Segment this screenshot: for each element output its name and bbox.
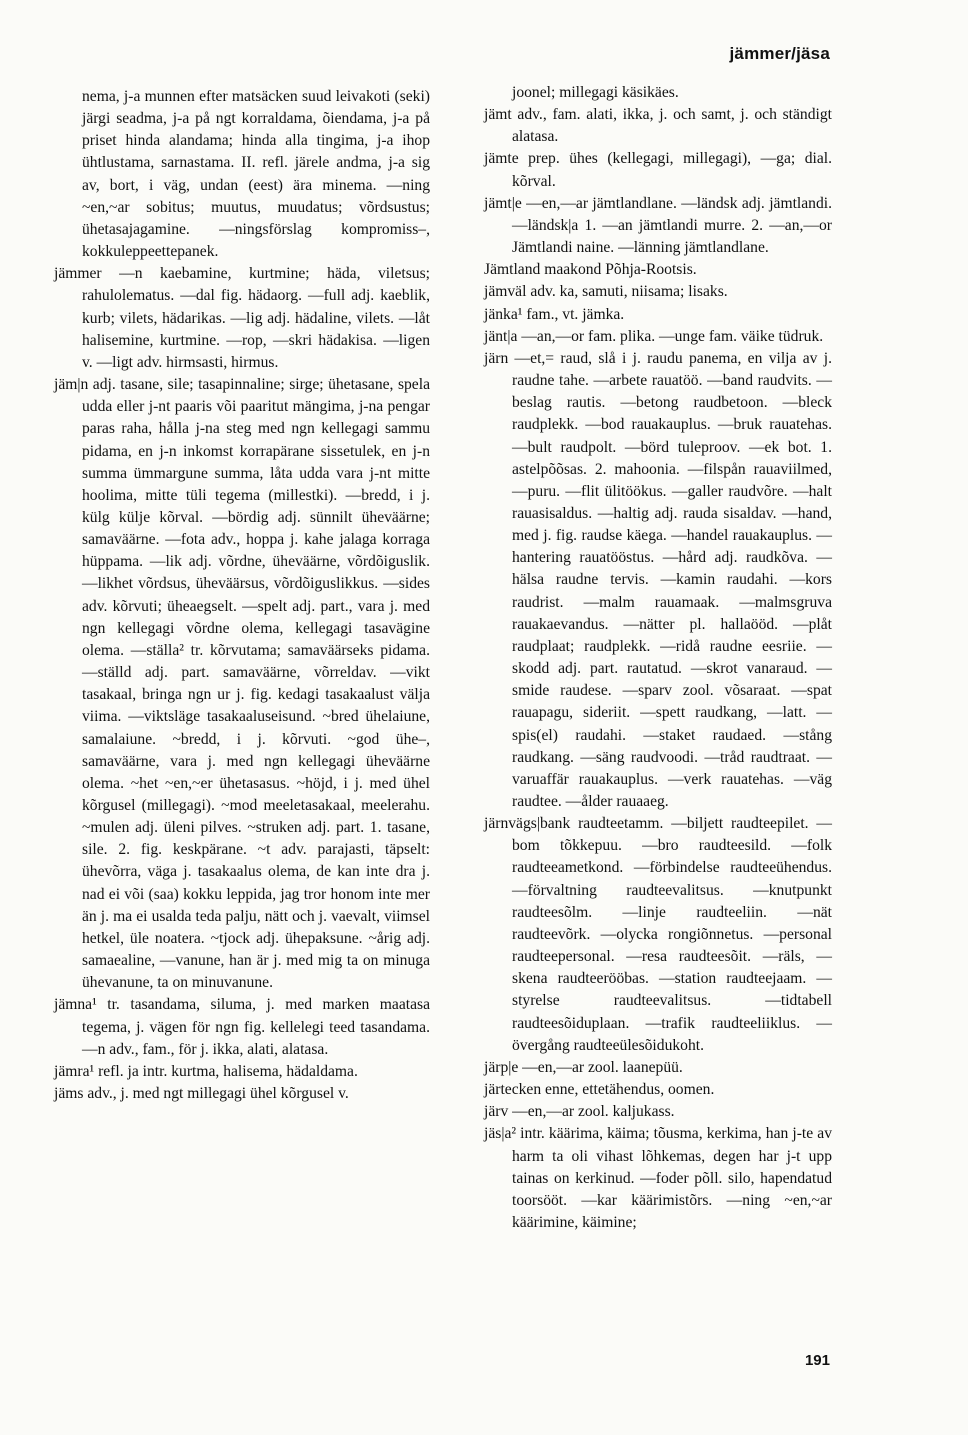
dictionary-entry: jänka¹ fam., vt. jämka.: [484, 305, 625, 323]
dictionary-entry: jämna¹ tr. tasandama, siluma, j. med marken maatasa tegema, j. vägen för ngn fig. kellelegi teed tasandama. —n adv., fam., för j. ikka, alati, alatasa.: [54, 996, 430, 1058]
running-header: jämmer/jäsa: [729, 44, 830, 63]
dictionary-entry: jämmer —n kaebamine, kurtmine; häda, viletsus; rahulolematus. —dal fig. hädaorg. —full adj. kaeblik, kurb; vilets, hädarikas. —lig adj. hädaline, vilets. —låt halisemine, kurtmine. —rop, —skri hädakisa. —ligen v. —ligt adv. hirmsasti, hirmus.: [54, 265, 430, 371]
dictionary-entry: joonel; millegagi käsikäes.: [512, 84, 679, 101]
dictionary-entry: nema, j-a munnen efter matsäcken suud leivakoti (seki) järgi seadma, j-a på ngt korraldama, õiendama, j-a på priset hinda alandama; hinda alla tingima, j-a ihop ühtlustama, sarnastama. II. refl. järele andma, j-a sig av, bort, i väg, undan (eest) ära minema. —ning ~en,~ar sobitus; muutus, muudatus; võrdsustus; ühetasajagamine. —ningsförslag kompromiss–, kokkuleppeettepanek.: [82, 88, 430, 261]
dictionary-entry: jäs|a² intr. käärima, käima; tõusma, kerkima, han j-te av harm ta oli vihast lõhkemas, degen har j-t upp tainas on kerkinud. —foder põll. silo, hapendatud toorsööt. —kar käärimistõrs. —ning ~en,~ar käärimine, käimine;: [484, 1125, 832, 1231]
right-column: [484, 82, 832, 1234]
dictionary-entry: järtecken enne, ettetähendus, oomen.: [484, 1081, 715, 1099]
dictionary-entry: jänt|a —an,—or fam. plika. —unge fam. väike tüdruk.: [484, 327, 824, 345]
dictionary-entry: jäms adv., j. med ngt millegagi ühel kõrgusel v.: [54, 1085, 349, 1103]
dictionary-entry: jäm|n adj. tasane, sile; tasapinnaline; sirge; ühetasane, spela udda eller j-nt paaris või paaritut mängima, j-na pengar paras raha, hålla j-na steg med ngn kellegagi sammu pidama, en j-n inkomst korrapärane sissetulek, en j-n summa ümmargune summa, låta udda vara j-nt mitte hoolima, mitte tüli tegema (millestki). —bredd, i j. külg külje kõrval. —bördig adj. sünnilt üheväärne; samaväärne. —fota adv., hoppa j. kahe jalaga korraga hüppama. —lik adj. võrdne, üheväärne, võrdõiguslik. —likhet võrdsus, üheväärsus, võrdõiguslikkus. —sides adv. kõrvuti; üheaegselt. —spelt adj. part., vara j. med ngn kellegagi võrdne olema, kellegagi tasavägine olema. —ställa² tr. kõrvutama; samaväärseks pidama. —ställd adj. part. samaväärne, võrreldav. —vikt tasakaal, bringa ngn ur j. fig. kedagi tasakaalust välja viima. —viktsläge tasakaaluseisund. ~bred ühelaiune, samalaiune. ~bredd, i j. kõrvuti. ~god ühe–, samaväärne, vara j. med ngn kellegagi üheväärne olema. ~het ~en,~er ühetasasus. ~höjd, i j. med ühel kõrgusel (millegagi). ~mod meeletasakaal, meelerahu. ~mulen adj. üleni pilves. ~struken adj. part. 1. tasane, sile. 2. fig. keskpärane. ~t adv. parajasti, täpselt: ühevõrra, väga j. tasakaalus olema, de kan inte dra j. nad ei või (saa) kokku leppida, jag tror honom inte mer än j. ma ei usalda teda palju, nätt och j. vaevalt, viimsel hetkel, üle noatera. ~tjock adj. ühepaksune. ~årig adj. samaealine, —vanune, han är j. med mig ta on minuga ühevanune, ta on minuvanune.: [54, 376, 430, 992]
dictionary-entry: Jämtland maakond Põhja-Rootsis.: [484, 261, 697, 279]
dictionary-entry: jämt adv., fam. alati, ikka, j. och samt, j. och ständigt alatasa.: [484, 106, 832, 146]
dictionary-entry: järnvägs|bank raudteetamm. —biljett raudteepilet. —bom tõkkepuu. —bro raudteesild. —folk raudteeametkond. —förbindelse raudteeühendus. —förvaltning raudteevalitsus. —knutpunkt raudteesõlm. —linje raudteeliin. —nät raudteevõrk. —olycka rongiõnnetus. —personal raudteepersonal. —resa raudteesõit. —räls, —skena raudteerööbas. —station raudteejaam. —styrelse raudteevalitsus. —tidtabell raudteesõiduplaan. —trafik raudteeliiklus. —övergång raudteeülesõidukoht.: [484, 815, 832, 1054]
dictionary-entry: jämra¹ refl. ja intr. kurtma, halisema, hädaldama.: [54, 1062, 358, 1080]
dictionary-entry: jämväl adv. ka, samuti, niisama; lisaks.: [484, 283, 728, 301]
dictionary-entry: järv —en,—ar zool. kaljukass.: [484, 1103, 675, 1121]
dictionary-entry: järp|e —en,—ar zool. laanepüü.: [484, 1058, 683, 1076]
left-column: [54, 86, 430, 1105]
dictionary-entry: järn —et,= raud, slå i j. raudu panema, en vilja av j. raudne tahe. —arbete rauatöö. —band raudvits. —beslag rautis. —betong raudbetoon. —bleck raudplekk. —bod rauakauplus. —bruk rauatehas. —bult raudpolt. —börd tuleproov. —ek bot. 1. astelpõõsas. 2. mahoonia. —filspån rauaviilmed, —puru. —flit ülitöökus. —galler raudvõre. —halt rauasisaldus. —haltig adj. rauda sisaldav. —hand, med j. fig. raudse käega. —handel rauakauplus. —hantering rauatööstus. —hård adj. raudkõva. —hälsa raudne tervis. —kamin raudahi. —kors raudrist. —malm rauamaak. —malmsgruva rauakaevandus. —nätter pl. hallaööd. —plåt raudplaat; raudplekk. —ridå raudne eesriie. —skodd adj. part. rautatud. —skrot vanaraud. —smide raudese. —sparv zool. võsaraat. —spat rauapagu, sideriit. —spett raudkang, —latt. —spis(el) raudahi. —staket raudaed. —stång raudkang. —säng raudvoodi. —tråd raudtraat. —varuaffär rauakauplus. —verk rauatehas. —väg raudtee. —ålder rauaaeg.: [484, 349, 832, 810]
dictionary-entry: jämt|e —en,—ar jämtlandlane. —ländsk adj. jämtlandi. —ländsk|a 1. —an jämtlandi murre. 2. —an,—or Jämtlandi naine. —länning jämtlandlane.: [484, 194, 832, 257]
dictionary-entry: jämte prep. ühes (kellegagi, millegagi), —ga; dial. kõrval.: [484, 150, 832, 190]
page-number: 191: [804, 1352, 830, 1369]
